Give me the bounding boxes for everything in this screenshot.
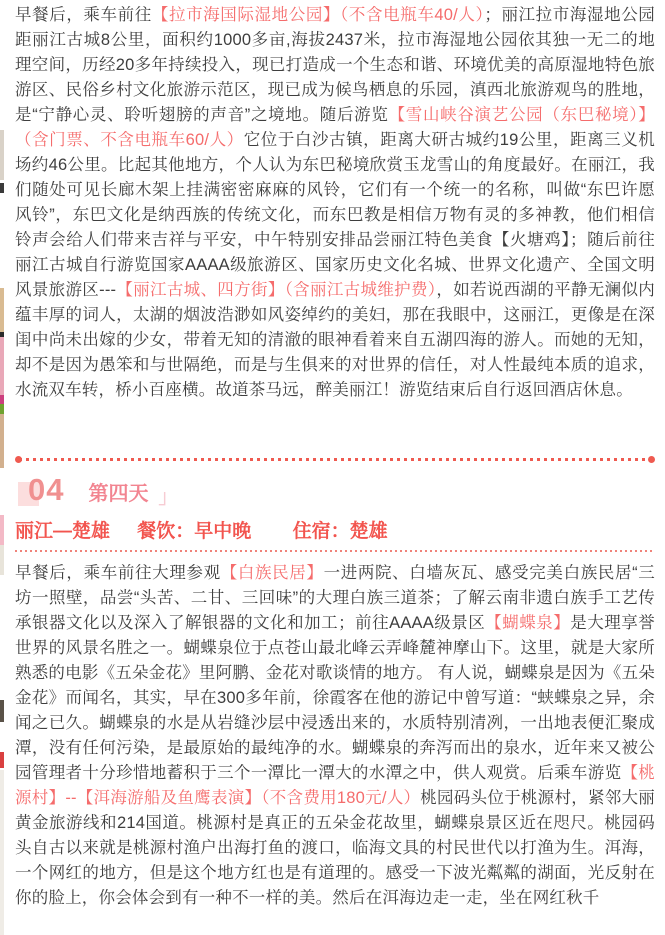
edge-image-sliver-fragment — [0, 545, 4, 575]
edge-image-sliver-fragment — [0, 395, 4, 404]
day4-header — [15, 473, 655, 507]
fee-highlight-text: 【雪山峡谷演艺公园（东巴秘境）】（含门票、不含电瓶车60/人） — [15, 106, 655, 149]
edge-image-sliver-fragment — [0, 414, 4, 468]
body-text-segment: 一进两院、白墙灰瓦、感受完美白族民居“三坊一照壁，品尝“头苦、二甘、三回味”的大理白族三道茶；了解云南非遗白族手工艺传承银器文化以及深入了解银器的文化和加工；前往AAAA级景区 — [15, 564, 655, 632]
day4-subtitle — [15, 519, 655, 544]
edge-image-sliver-fragment — [0, 404, 4, 414]
divider-dashed-line — [19, 458, 651, 461]
body-text-segment: 桃园码头位于桃源村，紧邻大丽黄金旅游线和214国道。桃源村是真正的五朵金花故里，蝴蝶泉景区近在咫尺。桃园码头自古以来就是桃源村渔户出海打鱼的渡口，临海文具的村民世代以打渔为生。洱海，一个网红的地方，但是这个地方红也是有道理的。感受一下波光粼粼的湖面，光反射在你的脸上，你会体会到有一种不一样的美。然后在洱海边走一走，坐在网红秋千 — [15, 789, 656, 907]
edge-image-sliver-fragment — [0, 288, 4, 332]
day3-itinerary-paragraph — [15, 3, 655, 403]
body-text-segment: 是大理享誉世界的风景名胜之一。蝴蝶泉位于点苍山最北峰云弄峰麓神摩山下。这里，就是大家所熟悉的电影《五朵金花》里阿鹏、金花对歌谈情的地方。 有人说，蝴蝶泉是因为《五朵金花》而闻名，其实，早在300多年前，徐霞客在他的游记中曾写道：“蛱蝶泉之异，余闻之已久。蝴蝶泉的水是从岩缝沙层中浸透出来的，水质特别清冽，一出地表便汇聚成潭，没有任何污染，是最原始的最纯净的水。蝴蝶泉的奔泻而出的泉水，近年来又被公园管理者十分珍惜地蓄积于三个一潭比一潭大的水潭之中，供人观赏。后乘车游览 — [15, 614, 656, 782]
day-number: 04 — [28, 472, 65, 507]
subtitle-underline-dotted — [15, 550, 655, 552]
divider-end-dot-right — [648, 456, 655, 463]
fee-highlight-text: 【桃源村】--【洱海游船及鱼鹰表演】（不含费用180元/人） — [15, 764, 655, 807]
edge-image-sliver-fragment — [0, 183, 4, 193]
body-text-segment: 早餐后，乘车前往大理参观 — [15, 564, 221, 582]
dashed-section-divider — [15, 456, 655, 463]
edge-image-sliver-fragment — [0, 515, 4, 545]
fee-highlight-text: 【白族民居】 — [220, 564, 324, 582]
body-text-segment: 早餐后，乘车前往 — [15, 6, 152, 24]
edge-image-sliver-fragment — [0, 700, 4, 722]
itinerary-content — [15, 0, 655, 911]
body-text-segment: ，如若说西湖的平静无澜似内蕴丰厚的词人，太湖的烟波浩渺如风姿绰约的美妇，那在我眼中，这丽江，更像是在深闺中尚未出嫁的少女，带着无知的清澈的眼神看着来自五湖四海的游人。而她的无知，却不是因为愚笨和与世隔绝，而是与生俱来的对世界的信任，对人性最纯本质的追求，水流双车转，桥小百座横。故道茶马远，醉美丽江！游览结束后自行返回酒店休息。 — [15, 281, 655, 399]
fee-highlight-text: 【蝴蝶泉】 — [485, 614, 571, 632]
day4-meals: 餐饮：早中晚 — [137, 521, 252, 542]
body-text-segment: 它位于白沙古镇，距离大研古城约19公里，距离三义机场约46公里。比起其他地方，个人认为东巴秘境欣赏玉龙雪山的角度最好。在丽江，我们随处可见长廊木架上挂满密密麻麻的风铃，它们有一个统一的名称，叫做“东巴许愿风铃”，东巴文化是纳西族的传统文化，而东巴教是相信万物有灵的多神教，他们相信铃声会给人们带来吉祥与平安，中午特别安排品尝丽江特色美食【火塘鸡】；随后前往丽江古城自行游览国家AAAA级旅游区、国家历史文化名城、世界文化遗产、全国文明风景旅游区--- — [15, 131, 656, 299]
day4-route: 丽江—楚雄 — [15, 521, 111, 542]
edge-image-sliver-fragment — [0, 130, 4, 180]
fee-highlight-text: 【丽江古城、四方街】（含丽江古城维护费） — [116, 281, 437, 299]
edge-image-sliver-fragment — [0, 770, 4, 935]
left-edge-image-sliver — [0, 0, 4, 935]
edge-image-sliver-fragment — [0, 752, 4, 768]
fee-highlight-text: 【拉市海国际湿地公园】（不含电瓶车40/人） — [151, 6, 485, 24]
body-text-segment: ；丽江拉市海湿地公园距丽江古城8公里，面积约1000多亩,海拔2437米，拉市海湿地公园依其独一无二的地理空间，历经20多年持续投入，现已打造成一个生态和谐、环境优美的高原湿地特色旅游区、民俗乡村文化旅游示范区，现已成为候鸟栖息的乐园，滇西北旅游观鸟的胜地，是“宁静心灵、聆听翅膀的声音”之境地。随后游览 — [15, 6, 656, 124]
edge-image-sliver-fragment — [0, 337, 4, 395]
day4-itinerary-paragraph — [15, 561, 655, 911]
corner-bracket-decoration: 」 — [158, 487, 178, 508]
day-title: 第四天 — [88, 483, 149, 505]
day4-stay: 住宿：楚雄 — [292, 521, 388, 542]
